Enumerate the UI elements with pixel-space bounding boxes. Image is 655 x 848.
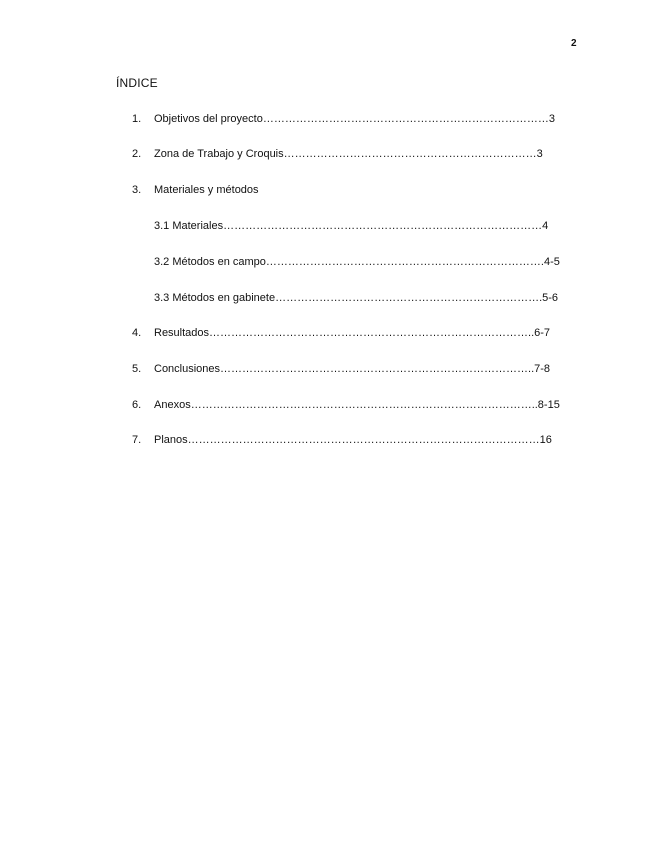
toc-entry-text: 3.3 Métodos en gabinete……………………………………………………………….5-6 <box>154 292 559 304</box>
toc-entry-7 <box>132 432 572 448</box>
toc-entry-text: Zona de Trabajo y Croquis……………………………………………………………3 <box>154 148 543 160</box>
toc-subentry-3-3 <box>154 290 572 306</box>
toc-entry-number: 1. <box>132 113 142 125</box>
toc-entry-text: 3.2 Métodos en campo………………………………………………………………….4-5 <box>154 256 560 268</box>
toc-entry-3 <box>132 182 572 198</box>
toc-entry-1 <box>132 111 572 127</box>
toc-entry-5 <box>132 361 572 377</box>
toc-entry-text: Resultados……………………………………………………………………………..6-7 <box>154 327 551 339</box>
toc-entry-number: 3. <box>132 184 142 196</box>
page-number: 2 <box>571 38 577 49</box>
toc-heading: ÍNDICE <box>116 76 158 90</box>
toc-entry-text: Planos……………………………………………………………………………………16 <box>154 434 552 446</box>
toc-subentry-3-2 <box>154 254 572 270</box>
toc-entry-6 <box>132 397 580 413</box>
toc-entry-number: 6. <box>132 399 142 411</box>
toc-entry-text: 3.1 Materiales……………………………………………………………………………4 <box>154 220 549 232</box>
toc-entry-text: Objetivos del proyecto……………………………………………………………………3 <box>154 113 555 125</box>
toc-subentry-3-1 <box>154 218 572 234</box>
toc-entry-text: Anexos…………………………………………………………………………………..8-15 <box>154 399 560 411</box>
toc-entry-text: Conclusiones…………………………………………………………………………..7-8 <box>154 363 551 375</box>
toc-entry-text: Materiales y métodos <box>154 184 259 196</box>
toc-entry-2 <box>132 146 572 162</box>
toc-entry-number: 2. <box>132 148 142 160</box>
toc-entry-number: 7. <box>132 434 142 446</box>
toc-entry-number: 5. <box>132 363 142 375</box>
toc-entry-number: 4. <box>132 327 142 339</box>
toc-entry-4 <box>132 325 572 341</box>
